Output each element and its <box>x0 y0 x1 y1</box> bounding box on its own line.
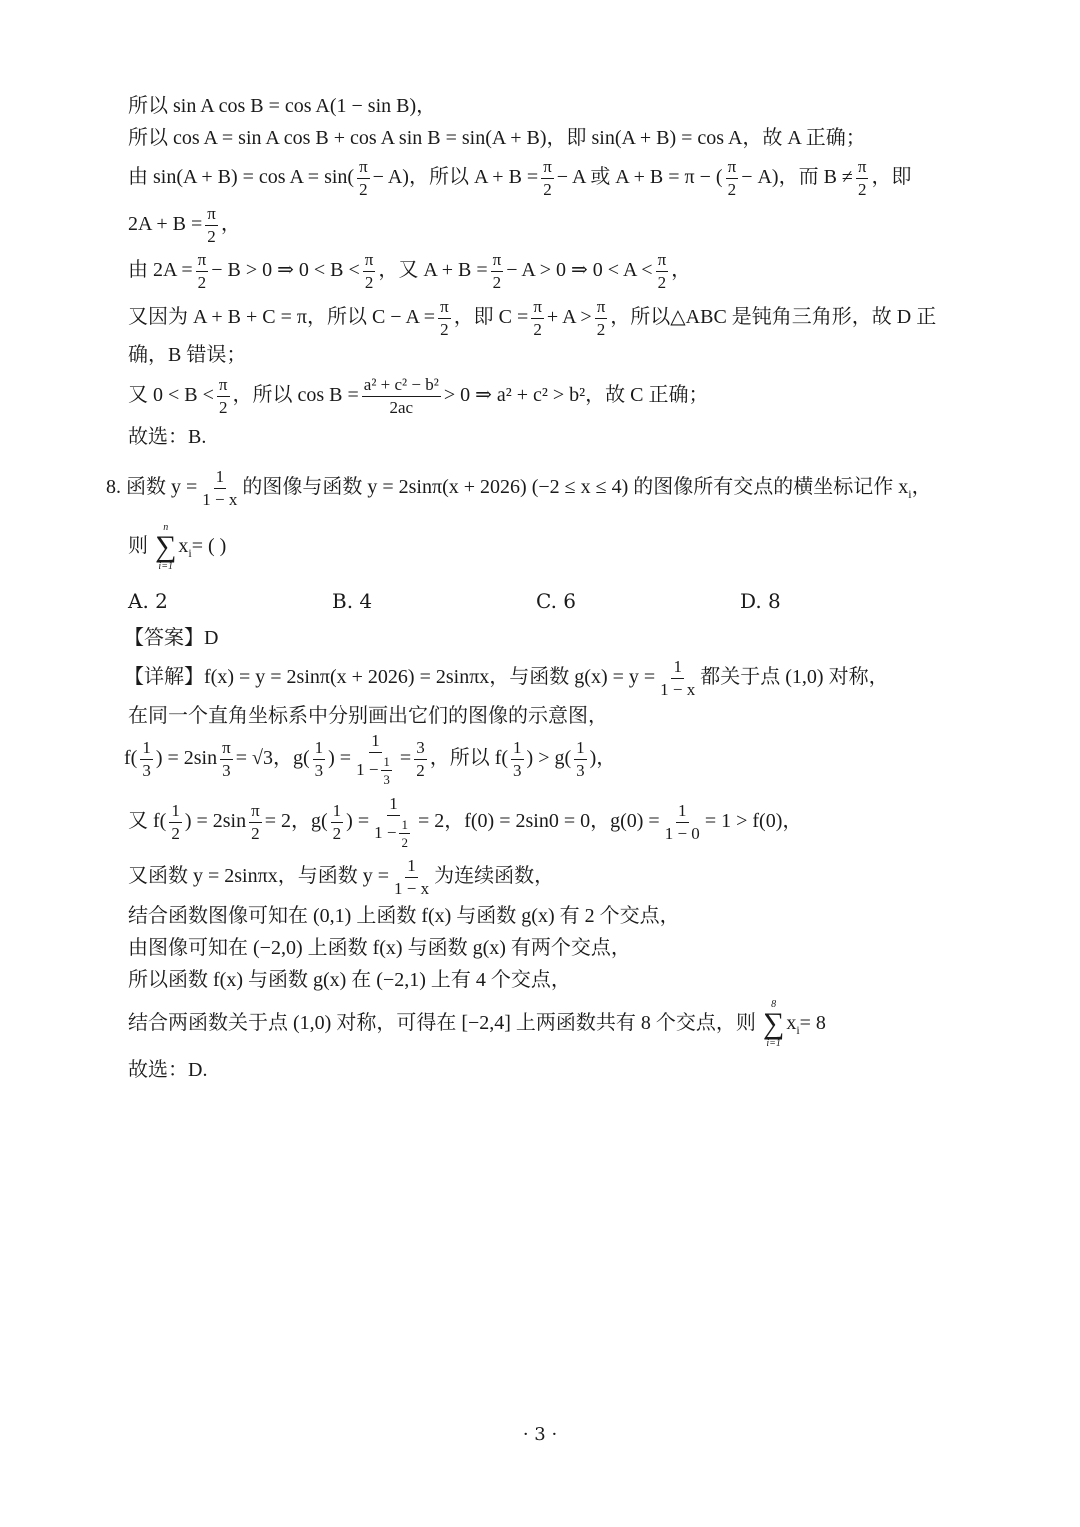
detail-line-2: 在同一个直角坐标系中分别画出它们的图像的示意图， <box>128 705 608 727</box>
question-8-sum-prompt: 则 n ∑ i=1 $x_i=$ ( ) <box>128 522 227 572</box>
detail-line-7: 由图像可知在 (−2,0) 上函数 f(x) 与函数 g(x) 有两个交点， <box>128 937 631 959</box>
detail-line-8: 所以函数 f(x) 与函数 g(x) 在 (−2,1) 上有 4 个交点， <box>128 969 571 991</box>
detail-line-5: 又函数 y = 2sinπx，与函数 y = $\frac{1}{1 - x}$ 为连续函数， <box>128 856 555 898</box>
solution-line-6: 又因为 A + B + C = π，所以 C − A = $\frac{\pi}{2}$ ，即 C = $\frac{\pi}{2}$ + A > $\frac{\pi}{2}$ ，所以△ABC 是钝角三角形，故 D 正 <box>128 297 937 339</box>
solution-line-1: 所以 sin A cos B = cos A(1 − sin B)， <box>128 95 437 117</box>
solution-line-4: 2A + B = $\frac{\pi}{2}$ ， <box>128 204 241 246</box>
detail-answer-choice: 故选：D. <box>128 1059 208 1081</box>
page-number: · 3 · <box>522 1424 558 1445</box>
solution-line-8: 又 0 < B < $\frac{\pi}{2}$ ，所以 cos B = $\frac{\text{a² + c² − b²}}{2ac}$ > 0 ⇒ a² + c² > b²，故 C 正确； <box>128 375 709 417</box>
detail-line-3: f( $\frac{1}{3}$ ) = 2sin $\frac{\pi}{3}$ = √3，g( $\frac{1}{3}$ ) = 1 1 − $\frac{1}{3}$ = $\frac{3}{2}$ ，所以 f( $\frac{1}{3}$ ) > g( $\frac{1}{3}$ )， <box>124 731 617 788</box>
solution-line-7: 确，B 错误； <box>128 344 247 366</box>
summation-symbol: n ∑ i=1 <box>155 522 177 572</box>
question-8-stem: 8. 函数 y = $\frac{1}{1 - x}$ 的图像与函数 y = 2sinπ(x + 2026) (−2 ≤ x ≤ 4) 的图像所有交点的横坐标记作 $x_i$， <box>106 467 932 509</box>
detail-line-6: 结合函数图像可知在 (0,1) 上函数 f(x) 与函数 g(x) 有 2 个交点， <box>128 905 680 927</box>
solution-line-5: 由 2A = $\frac{\pi}{2}$ − B > 0 ⇒ 0 < B < $\frac{\pi}{2}$ ，又 A + B = $\frac{\pi}{2}$ − A > 0 ⇒ 0 < A < $\frac{\pi}{2}$ ， <box>128 250 692 292</box>
option-d: D. 8 <box>740 589 781 613</box>
solution-line-3: 由 sin(A + B) = cos A = sin( $\frac{\pi}{2}$ − A)，所以 A + B = $\frac{\pi}{2}$ − A 或 A + B = π − ( $\frac{\pi}{2}$ − A)，而 B ≠ $\frac{\pi}{2}$ ，即 <box>128 157 912 199</box>
solution-answer-choice: 故选：B. <box>128 426 207 448</box>
answer-label: 【答案】D <box>124 627 219 649</box>
option-a: A. 2 <box>128 589 168 613</box>
summation-symbol: 8 ∑ i=1 <box>762 999 785 1049</box>
detail-line-1: 【详解】f(x) = y = 2sinπ(x + 2026) = 2sinπx，与函数 g(x) = y = $\frac{1}{1 - x}$ 都关于点 (1,0) 对称， <box>124 657 889 699</box>
option-c: C. 6 <box>536 589 577 613</box>
option-b: B. 4 <box>332 589 373 613</box>
solution-line-2: 所以 cos A = sin A cos B + cos A sin B = sin(A + B)，即 sin(A + B) = cos A，故 A 正确； <box>128 127 866 149</box>
detail-line-4: 又 f( $\frac{1}{2}$ ) = 2sin $\frac{\pi}{2}$ = 2，g( $\frac{1}{2}$ ) = 1 1 − $\frac{1}{2}$ = 2，f(0) = 2sin0 = 0，g(0) = $\frac{1}{1 - 0}$ = 1 > f(0)， <box>128 794 803 851</box>
detail-line-9: 结合两函数关于点 (1,0) 对称，可得在 [−2,4] 上两函数共有 8 个交点，则 8 ∑ i=1 $x_i= 8$ <box>128 999 826 1049</box>
